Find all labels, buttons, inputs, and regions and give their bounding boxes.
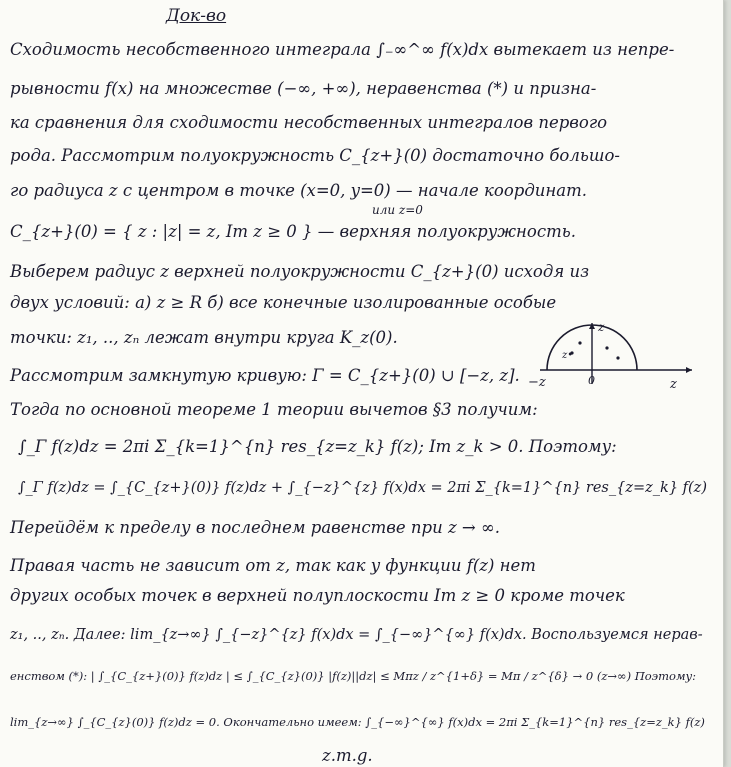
text-line-6: C_{z+}(0) = { z : |z| = z, Im z ≥ 0 } — верхняя полуокружность.: [10, 222, 576, 241]
proof-title: Док-во: [166, 6, 227, 26]
formula-line-1: ∫_Γ f(z)dz = 2πi Σ_{k=1}^{n} res_{z=z_k} f(z); Im z_k > 0. Поэтому:: [18, 437, 617, 456]
singular-point: [578, 341, 581, 344]
text-line-11: Тогда по основной теореме 1 теории вычетов §3 получим:: [10, 400, 538, 419]
points-label: z•: [562, 350, 574, 361]
text-line-5-note: или z=0: [372, 203, 423, 217]
formula-line-2: ∫_Γ f(z)dz = ∫_{C_{z+}(0)} f(z)dz + ∫_{−z}^{z} f(x)dx = 2πi Σ_{k=1}^{n} res_{z=z_k} f(z): [18, 480, 707, 496]
text-line-4: рода. Рассмотрим полуокружность C_{z+}(0) достаточно большо-: [10, 146, 620, 165]
qed-mark: z.m.g.: [322, 746, 373, 765]
text-line-14: других особых точек в верхней полуплоскости Im z ≥ 0 кроме точек: [10, 586, 625, 605]
text-line-3: ка сравнения для сходимости несобственных интегралов первого: [10, 113, 608, 132]
text-line-1: Сходимость несобственного интеграла ∫₋∞^∞ f(x)dx вытекает из непре-: [10, 40, 675, 59]
text-line-17: lim_{z→∞} ∫_{C_{z}(0)} f(z)dz = 0. Окончательно имеем: ∫_{−∞}^{∞} f(x)dx = 2πi Σ_{k=1}^{n} res_{z=z_k} f(z): [10, 715, 705, 729]
text-line-8: двух условий: а) z ≥ R б) все конечные изолированные особые: [10, 293, 557, 312]
text-line-15: z₁, .., zₙ. Далее: lim_{z→∞} ∫_{−z}^{z} f(x)dx = ∫_{−∞}^{∞} f(x)dx. Воспользуемся нерав-: [10, 627, 703, 643]
origin-label: 0: [588, 374, 595, 387]
singular-point: [616, 356, 619, 359]
text-line-9: точки: z₁, .., zₙ лежат внутри круга K_z(0).: [10, 328, 398, 347]
text-line-7: Выберем радиус z верхней полуокружности C_{z+}(0) исходя из: [10, 262, 590, 281]
text-line-16: енством (*): | ∫_{C_{z+}(0)} f(z)dz | ≤ ∫_{C_{z}(0)} |f(z)||dz| ≤ Mπz / z^{1+δ} = Mπ / z^{δ} → 0 (z→∞) Поэтому:: [10, 669, 697, 683]
singular-point: [605, 346, 608, 349]
text-line-2: рывности f(x) на множестве (−∞, +∞), неравенства (*) и призна-: [10, 79, 597, 98]
text-line-10: Рассмотрим замкнутую кривую: Γ = C_{z+}(0) ∪ [−z, z].: [10, 366, 520, 385]
text-line-12: Перейдём к пределу в последнем равенстве при z → ∞.: [10, 518, 500, 537]
semicircle-svg: [510, 318, 700, 392]
x-axis-arrow: [686, 367, 692, 373]
text-line-5: го радиуса z с центром в точке (x=0, y=0) — начале координат.: [10, 181, 588, 200]
text-line-13: Правая часть не зависит от z, так как у функции f(z) нет: [10, 556, 536, 575]
minus-z-label: −z: [528, 375, 546, 390]
y-axis-arrow: [589, 323, 595, 329]
x-axis-label: z: [670, 377, 677, 392]
semicircle-diagram: [510, 318, 700, 392]
y-axis-label: z: [598, 320, 605, 334]
